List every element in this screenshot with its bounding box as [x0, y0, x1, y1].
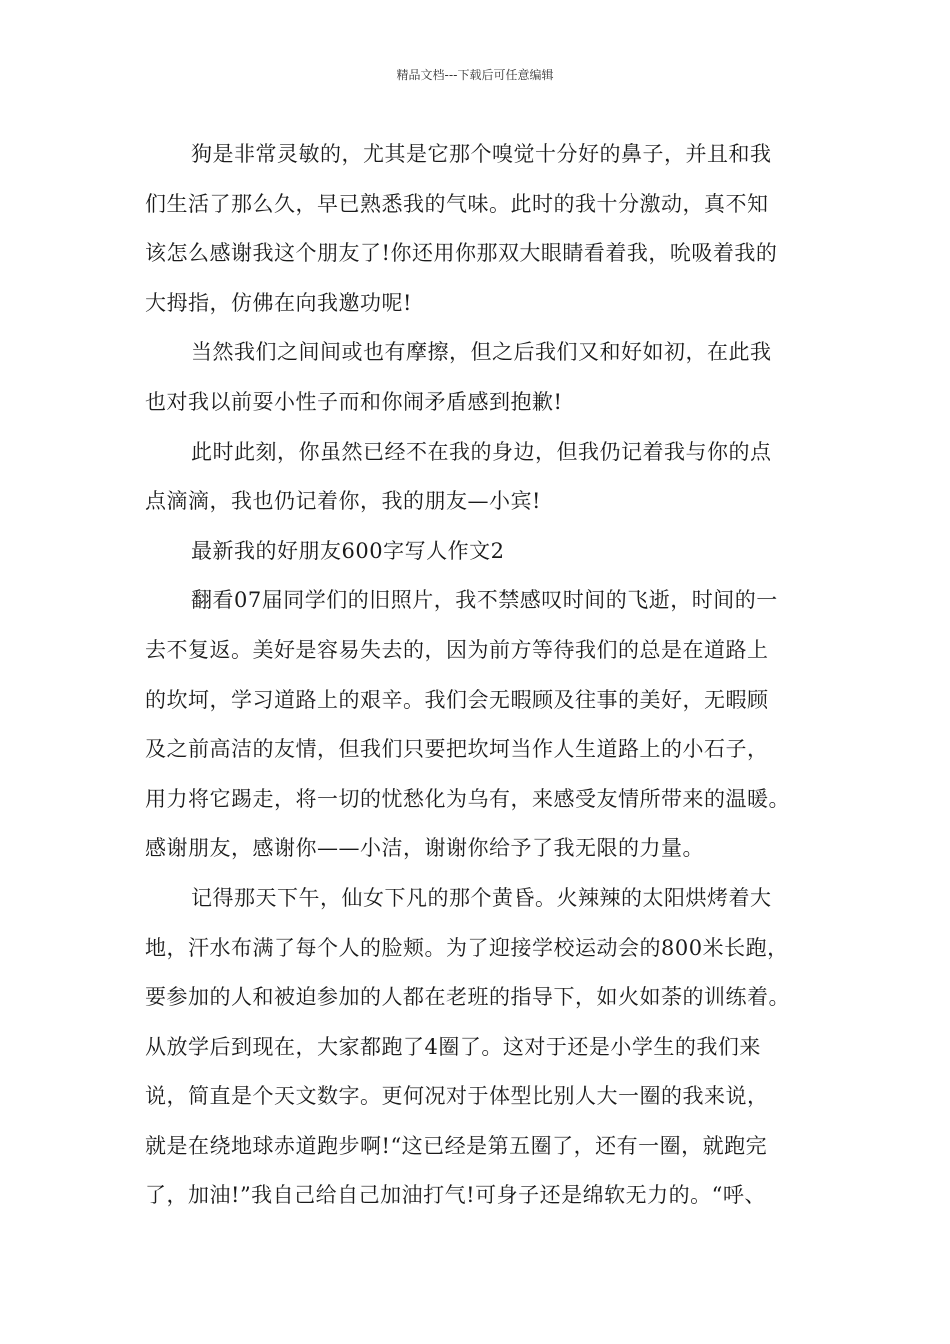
document-body [145, 130, 825, 1221]
text-line: 的坎坷，学习道路上的艰辛。我们会无暇顾及往事的美好，无暇顾 [145, 687, 769, 712]
text-line: 了，加油!”我自己给自己加油打气!可身子还是绵软无力的。“呼、 [145, 1183, 766, 1208]
text-line: 从放学后到现在，大家都跑了4圈了。这对于还是小学生的我们来 [145, 1034, 761, 1059]
text-line: 狗是非常灵敏的，尤其是它那个嗅觉十分好的鼻子，并且和我 [191, 142, 772, 166]
section-title: 最新我的好朋友600字写人作文2 [191, 538, 505, 563]
text-line: 们生活了那么久，早已熟悉我的气味。此时的我十分激动，真不知 [145, 191, 769, 216]
text-line: 说，简直是个天文数字。更何况对于体型比别人大一圈的我来说， [145, 1084, 769, 1109]
text-line: 地，汗水布满了每个人的脸颊。为了迎接学校运动会的800米长跑， [145, 935, 789, 960]
text-line: 该怎么感谢我这个朋友了!你还用你那双大眼睛看着我，吮吸着我的 [145, 241, 778, 266]
text-line: 要参加的人和被迫参加的人都在老班的指导下，如火如荼的训练着。 [145, 985, 790, 1010]
page-header: 精品文档---下载后可任意编辑 [396, 68, 554, 82]
text-line: 去不复返。美好是容易失去的，因为前方等待我们的总是在道路上 [145, 637, 769, 662]
text-line: 就是在绕地球赤道跑步啊!“这已经是第五圈了，还有一圈，就跑完 [145, 1133, 768, 1158]
text-line: 当然我们之间间或也有摩擦，但之后我们又和好如初，在此我 [191, 340, 772, 365]
text-line: 及之前高洁的友情，但我们只要把坎坷当作人生道路上的小石子， [145, 737, 769, 762]
text-line: 点滴滴，我也仍记着你，我的朋友—小宾! [145, 489, 541, 514]
text-line: 用力将它踢走，将一切的忧愁化为乌有，来感受友情所带来的温暖。 [145, 786, 790, 811]
text-line: 大拇指，仿佛在向我邀功呢! [145, 290, 412, 315]
text-line: 感谢朋友，感谢你——小洁，谢谢你给予了我无限的力量。 [145, 836, 704, 861]
text-line: 也对我以前耍小性子而和你闹矛盾感到抱歉! [145, 389, 563, 414]
text-line: 此时此刻，你虽然已经不在我的身边，但我仍记着我与你的点 [191, 439, 772, 464]
text-line: 记得那天下午，仙女下凡的那个黄昏。火辣辣的太阳烘烤着大 [191, 885, 772, 910]
text-line: 翻看07届同学们的旧照片，我不禁感叹时间的飞逝，时间的一 [191, 588, 778, 613]
